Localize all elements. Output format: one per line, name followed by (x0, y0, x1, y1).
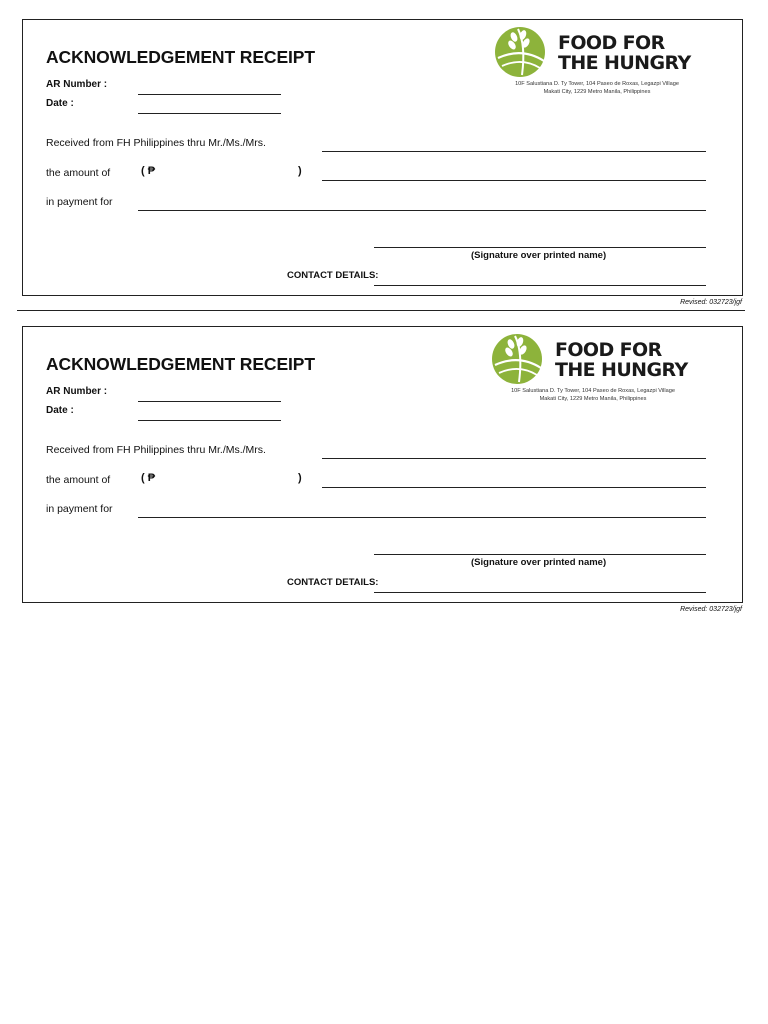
peso-close: ) (298, 165, 302, 177)
receipt-title: ACKNOWLEDGEMENT RECEIPT (46, 354, 315, 374)
date-field[interactable] (138, 420, 281, 421)
receipt-2 (0, 326, 768, 626)
payment-for-field[interactable] (138, 210, 706, 211)
amount-label: the amount of (46, 474, 111, 486)
organization-address (496, 80, 698, 96)
brand-line-2: THE HUNGRY (558, 52, 691, 74)
brand-line-1: FOOD FOR (555, 339, 662, 361)
organization-address (492, 387, 694, 403)
signature-caption: (Signature over printed name) (471, 250, 607, 261)
peso-close: ) (298, 472, 302, 484)
food-for-the-hungry-logo (492, 25, 702, 85)
address-line-2: Makati City, 1229 Metro Manila, Philippines (543, 89, 651, 95)
date-label: Date : (46, 405, 74, 416)
revision-note: Revised: 032723/jgf (680, 606, 742, 613)
cut-line (17, 310, 745, 311)
address-line-2: Makati City, 1229 Metro Manila, Philippines (539, 396, 647, 402)
date-field[interactable] (138, 113, 281, 114)
peso-open: ( ₱ (141, 472, 156, 484)
ar-number-label: AR Number : (46, 386, 108, 397)
received-from-label: Received from FH Philippines thru Mr./Ms./Mrs. (46, 444, 266, 456)
contact-field[interactable] (374, 285, 706, 286)
payment-for-field[interactable] (138, 517, 706, 518)
received-from-field[interactable] (322, 151, 706, 152)
address-line-1: 10F Salustiana D. Ty Tower, 104 Paseo de Roxas, Legazpi Village (511, 388, 675, 394)
receipt-1 (0, 19, 768, 319)
brand-name (558, 33, 691, 73)
payment-label: in payment for (46, 196, 113, 208)
brand-line-1: FOOD FOR (558, 32, 665, 54)
amount-words-field[interactable] (322, 180, 706, 181)
signature-caption: (Signature over printed name) (471, 557, 607, 568)
receipt-title: ACKNOWLEDGEMENT RECEIPT (46, 47, 315, 67)
brand-name (555, 340, 688, 380)
revision-note: Revised: 032723/jgf (680, 299, 742, 306)
food-for-the-hungry-logo (489, 332, 699, 392)
date-label: Date : (46, 98, 74, 109)
received-from-field[interactable] (322, 458, 706, 459)
peso-open: ( ₱ (141, 165, 156, 177)
amount-words-field[interactable] (322, 487, 706, 488)
received-from-label: Received from FH Philippines thru Mr./Ms./Mrs. (46, 137, 266, 149)
payment-label: in payment for (46, 503, 113, 515)
contact-field[interactable] (374, 592, 706, 593)
ar-number-field[interactable] (138, 401, 281, 402)
brand-line-2: THE HUNGRY (555, 359, 688, 381)
contact-label: CONTACT DETAILS: (287, 577, 379, 588)
globe-wheat-icon (492, 25, 552, 81)
amount-label: the amount of (46, 167, 111, 179)
signature-field[interactable] (374, 554, 706, 555)
address-line-1: 10F Salustiana D. Ty Tower, 104 Paseo de Roxas, Legazpi Village (515, 81, 679, 87)
signature-field[interactable] (374, 247, 706, 248)
ar-number-field[interactable] (138, 94, 281, 95)
contact-label: CONTACT DETAILS: (287, 270, 379, 281)
globe-wheat-icon (489, 332, 549, 388)
ar-number-label: AR Number : (46, 79, 108, 90)
